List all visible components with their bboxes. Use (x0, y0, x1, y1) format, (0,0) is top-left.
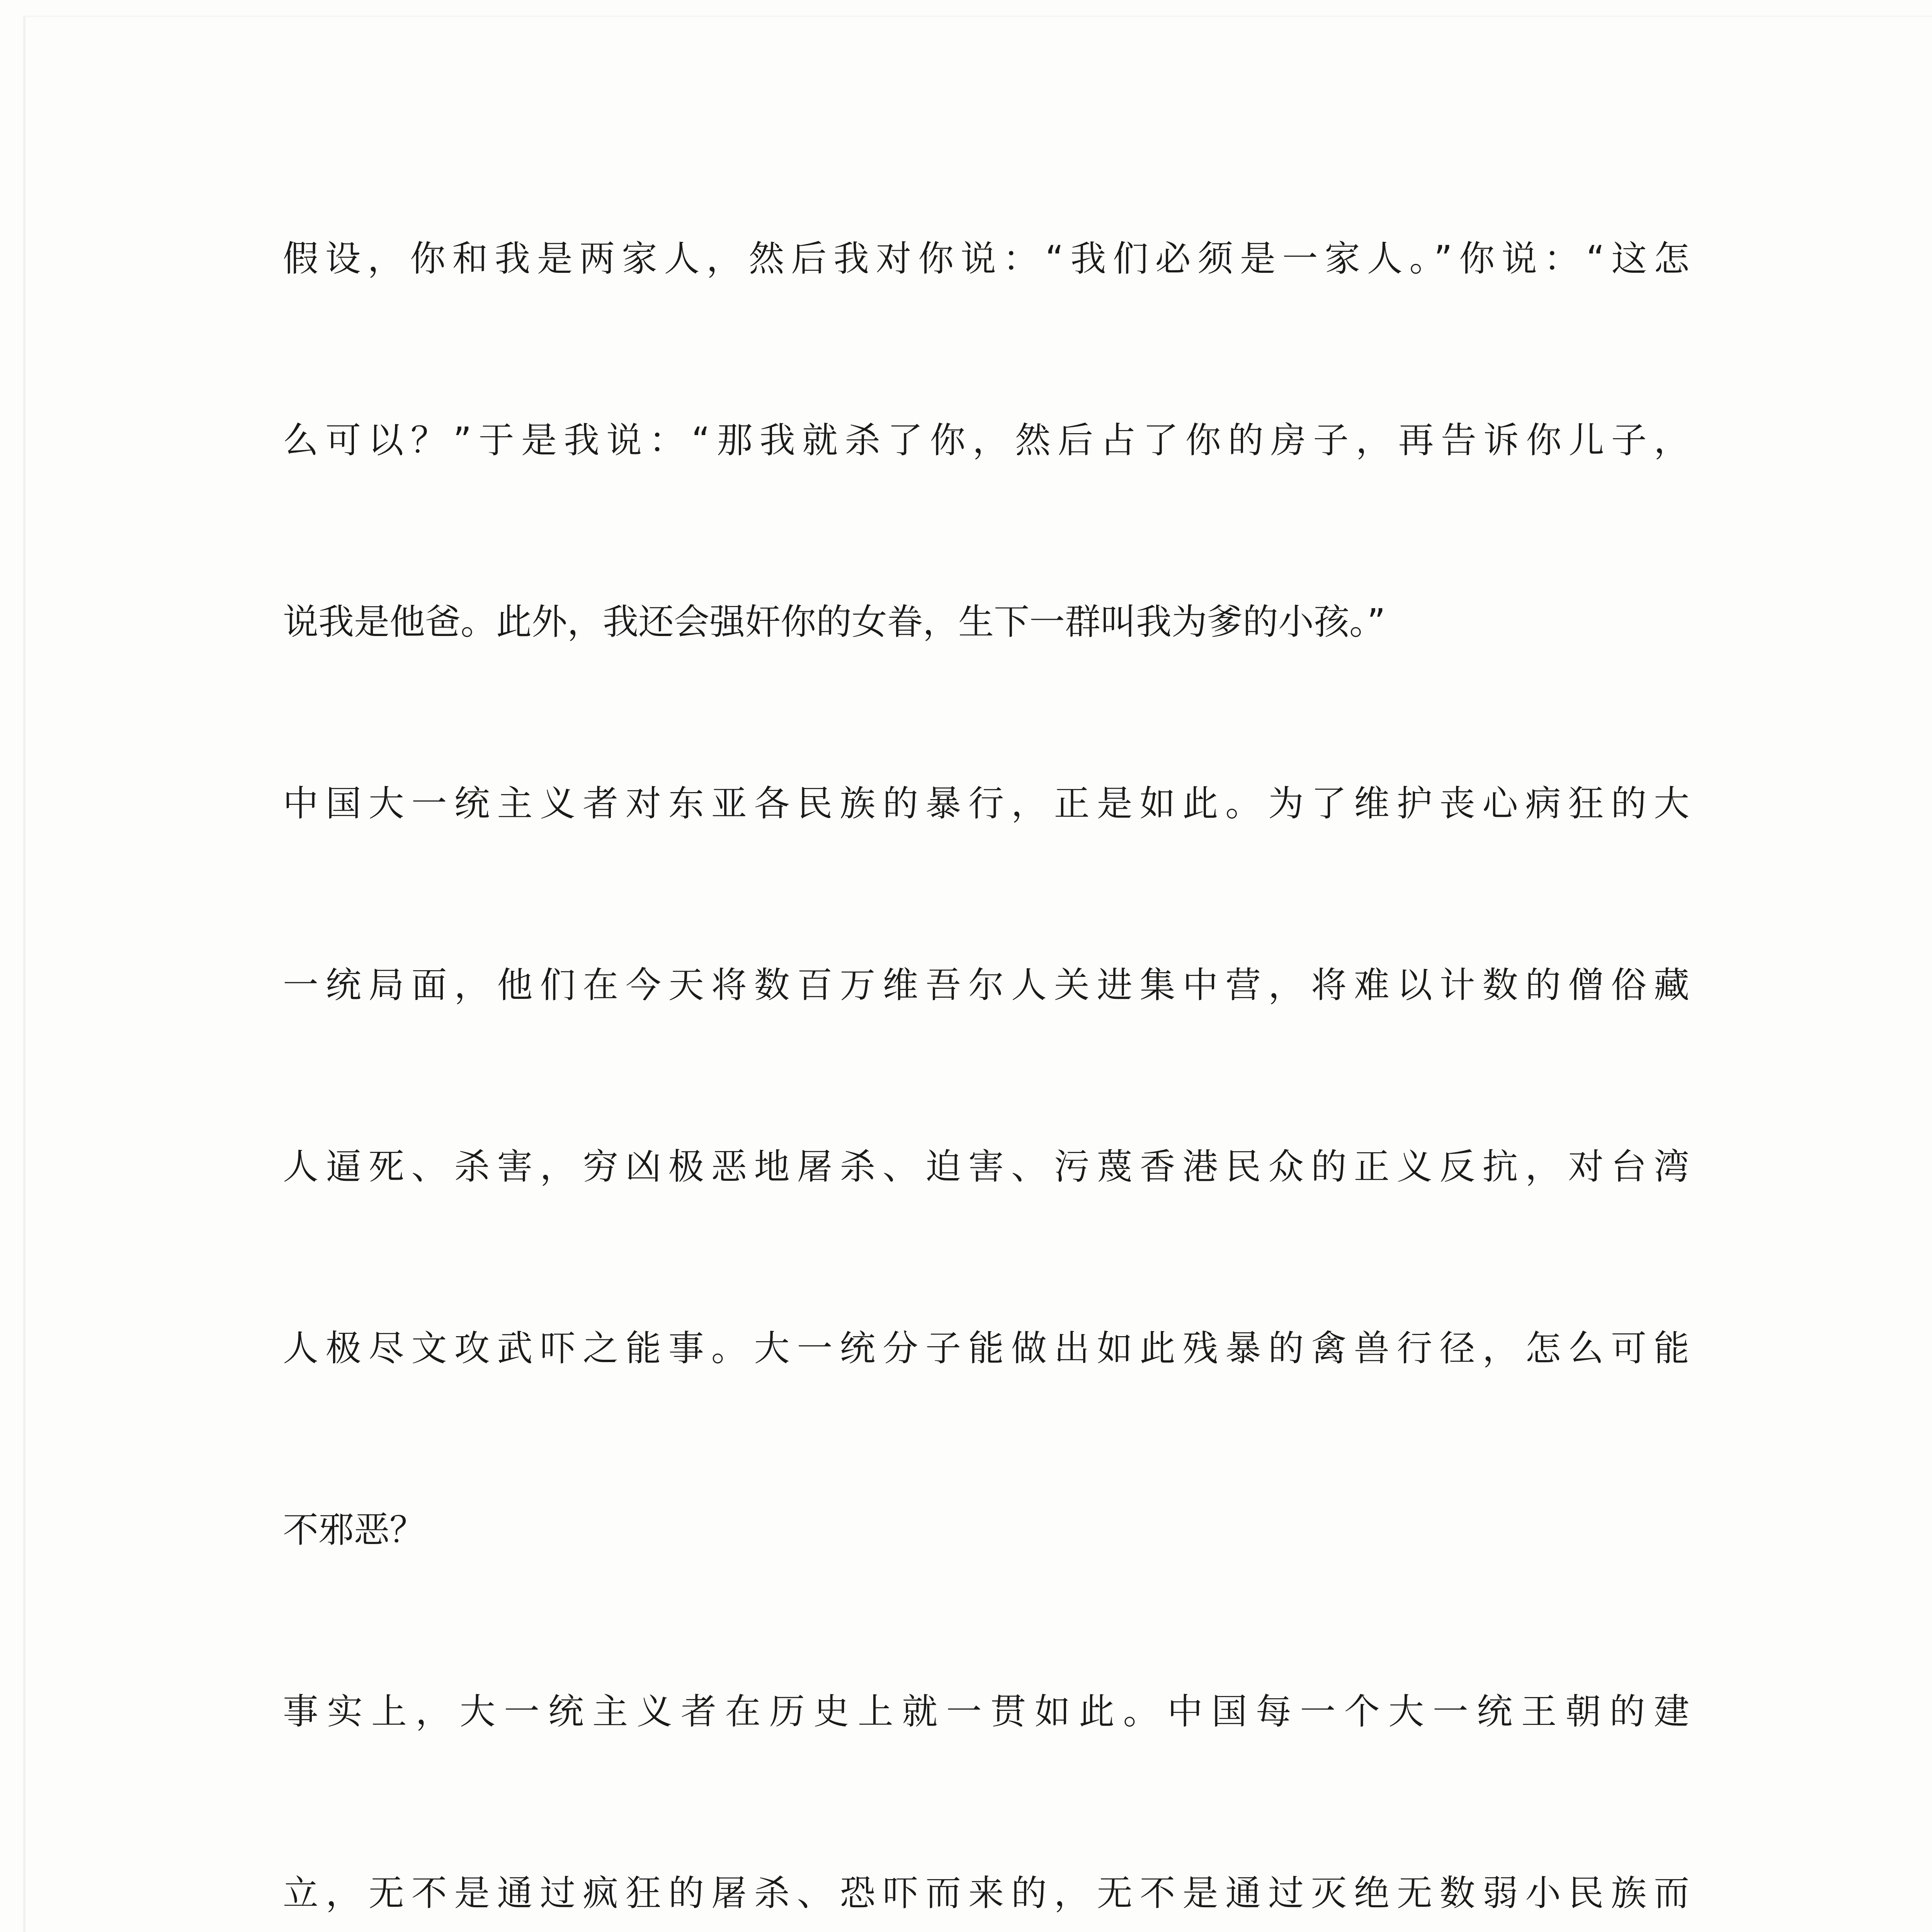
text-line-8: 不邪恶？ (283, 1509, 425, 1551)
text-line-1: 假设，你和我是两家人，然后我对你说：“我们必须是一家人。”你说：“这怎 (283, 238, 1689, 279)
text-line-10: 立，无不是通过疯狂的屠杀、恐吓而来的，无不是通过灭绝无数弱小民族而 (283, 1872, 1689, 1914)
text-line-5: 一统局面，他们在今天将数百万维吾尔人关进集中营，将难以计数的僧俗藏 (283, 964, 1689, 1006)
text-line-2: 么可以？”于是我说：“那我就杀了你，然后占了你的房子，再告诉你儿子， (283, 420, 1689, 461)
text-line-9: 事实上，大一统主义者在历史上就一贯如此。中国每一个大一统王朝的建 (283, 1691, 1689, 1732)
text-line-4: 中国大一统主义者对东亚各民族的暴行，正是如此。为了维护丧心病狂的大 (283, 783, 1689, 824)
text-line-6: 人逼死、杀害，穷凶极恶地屠杀、迫害、污蔑香港民众的正义反抗，对台湾 (283, 1146, 1689, 1187)
text-line-3: 说我是他爸。此外，我还会强奸你的女眷，生下一群叫我为爹的小孩。” (283, 601, 1386, 643)
text-line-7: 人极尽文攻武吓之能事。大一统分子能做出如此残暴的禽兽行径，怎么可能 (283, 1328, 1689, 1369)
